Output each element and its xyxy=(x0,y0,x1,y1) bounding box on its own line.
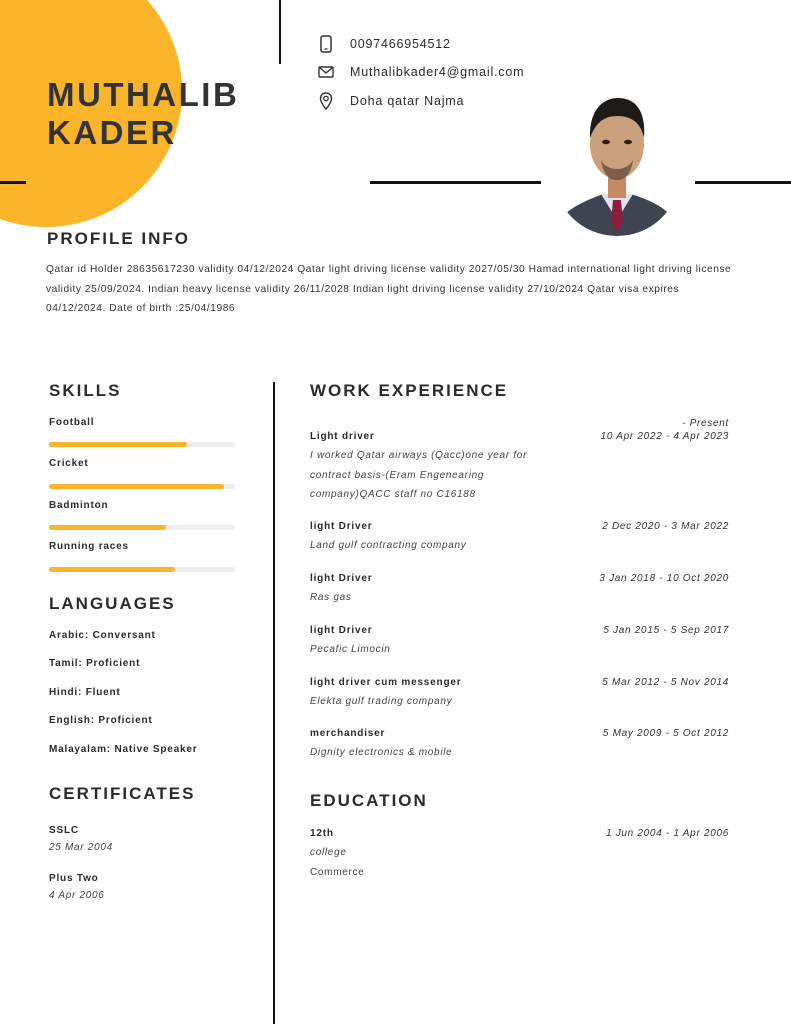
job-title: light Driver xyxy=(310,521,373,532)
job-title: light Driver xyxy=(310,625,373,636)
language-item: Arabic: Conversant xyxy=(49,630,156,641)
skill-bar-fill xyxy=(49,525,166,530)
column-divider xyxy=(273,382,275,1024)
job-description xyxy=(310,446,527,505)
education-school: college xyxy=(310,847,347,858)
profile-text: Qatar id Holder 28635617230 validity 04/12/2024 Qatar light driving license validity 2027/05/30 Hamad international light driving license validity 25/09/2024. Indian heavy license validity 26/11/2028 Indian light driving license validity 27/10/2024 Qatar visa expires 04/12/2024. Date of birth :25/04/1986 xyxy=(46,264,732,314)
language-item: English: Proficient xyxy=(49,715,153,726)
contact-location xyxy=(316,91,464,111)
education-field: Commerce xyxy=(310,867,365,878)
top-divider xyxy=(279,0,281,64)
skill-bar-fill xyxy=(49,567,175,572)
education-title: 12th xyxy=(310,828,334,839)
job-description-line: contract basis-(Eram Engenearing xyxy=(310,469,485,481)
skill-bar-fill xyxy=(49,484,224,489)
header-rule-middle xyxy=(370,181,541,184)
skill-label: Running races xyxy=(49,541,129,552)
header-rule-right xyxy=(695,181,791,184)
skill-bar xyxy=(49,525,235,530)
name-last: KADER xyxy=(47,114,177,151)
languages-heading: LANGUAGES xyxy=(49,594,176,613)
candidate-name xyxy=(47,76,239,152)
skill-label: Football xyxy=(49,417,95,428)
skill-bar xyxy=(49,567,235,572)
location-pin-icon xyxy=(316,91,336,111)
job-date: 10 Apr 2022 - 4 Apr 2023 xyxy=(600,431,729,442)
certificate-title: Plus Two xyxy=(49,873,99,884)
skill-label: Badminton xyxy=(49,500,109,511)
name-first: MUTHALIB xyxy=(47,76,240,113)
language-item: Hindi: Fluent xyxy=(49,687,121,698)
job-date: 3 Jan 2018 - 10 Oct 2020 xyxy=(599,573,729,584)
job-title: Light driver xyxy=(310,431,375,442)
job-date-present: - Present xyxy=(682,418,729,429)
language-item: Malayalam: Native Speaker xyxy=(49,744,198,755)
skills-heading: SKILLS xyxy=(49,381,122,400)
work-heading: WORK EXPERIENCE xyxy=(310,381,509,400)
skill-bar-fill xyxy=(49,442,187,447)
job-description: Ras gas xyxy=(310,592,352,603)
job-title: light Driver xyxy=(310,573,373,584)
certificate-title: SSLC xyxy=(49,825,79,836)
education-date: 1 Jun 2004 - 1 Apr 2006 xyxy=(605,828,729,839)
contact-phone xyxy=(316,34,451,54)
profile-heading: PROFILE INFO xyxy=(47,229,190,248)
skill-bar xyxy=(49,442,235,447)
mail-icon xyxy=(316,62,336,82)
job-date: 5 May 2009 - 5 Oct 2012 xyxy=(602,728,729,739)
certificate-date: 4 Apr 2006 xyxy=(49,890,105,901)
contact-email xyxy=(316,62,524,82)
certificate-date: 25 Mar 2004 xyxy=(49,842,113,853)
location-text: Doha qatar Najma xyxy=(350,94,465,108)
language-item: Tamil: Proficient xyxy=(49,658,141,669)
job-description: Land gulf contracting company xyxy=(310,540,467,551)
header-rule-left xyxy=(0,181,26,184)
job-description: Pecafic Limocin xyxy=(310,644,391,655)
job-date: 2 Dec 2020 - 3 Mar 2022 xyxy=(602,521,729,532)
email-address[interactable]: Muthalibkader4@gmail.com xyxy=(350,65,525,79)
profile-photo xyxy=(553,88,681,236)
phone-icon xyxy=(316,34,336,54)
certificates-heading: CERTIFICATES xyxy=(49,784,196,803)
skill-label: Cricket xyxy=(49,458,89,469)
job-title: light driver cum messenger xyxy=(310,677,462,688)
job-description: Dignity electronics & mobile xyxy=(310,747,453,758)
education-heading: EDUCATION xyxy=(310,791,428,810)
job-title: merchandiser xyxy=(310,728,386,739)
phone-number[interactable]: 0097466954512 xyxy=(350,37,451,51)
job-description: Elekta gulf trading company xyxy=(310,696,453,707)
job-date: 5 Jan 2015 - 5 Sep 2017 xyxy=(603,625,729,636)
job-description-line: I worked Qatar airways (Qacc)one year for xyxy=(310,450,528,461)
job-description-line: company)QACC staff no C16188 xyxy=(310,489,476,500)
skill-bar xyxy=(49,484,235,489)
job-date: 5 Mar 2012 - 5 Nov 2014 xyxy=(602,677,729,688)
